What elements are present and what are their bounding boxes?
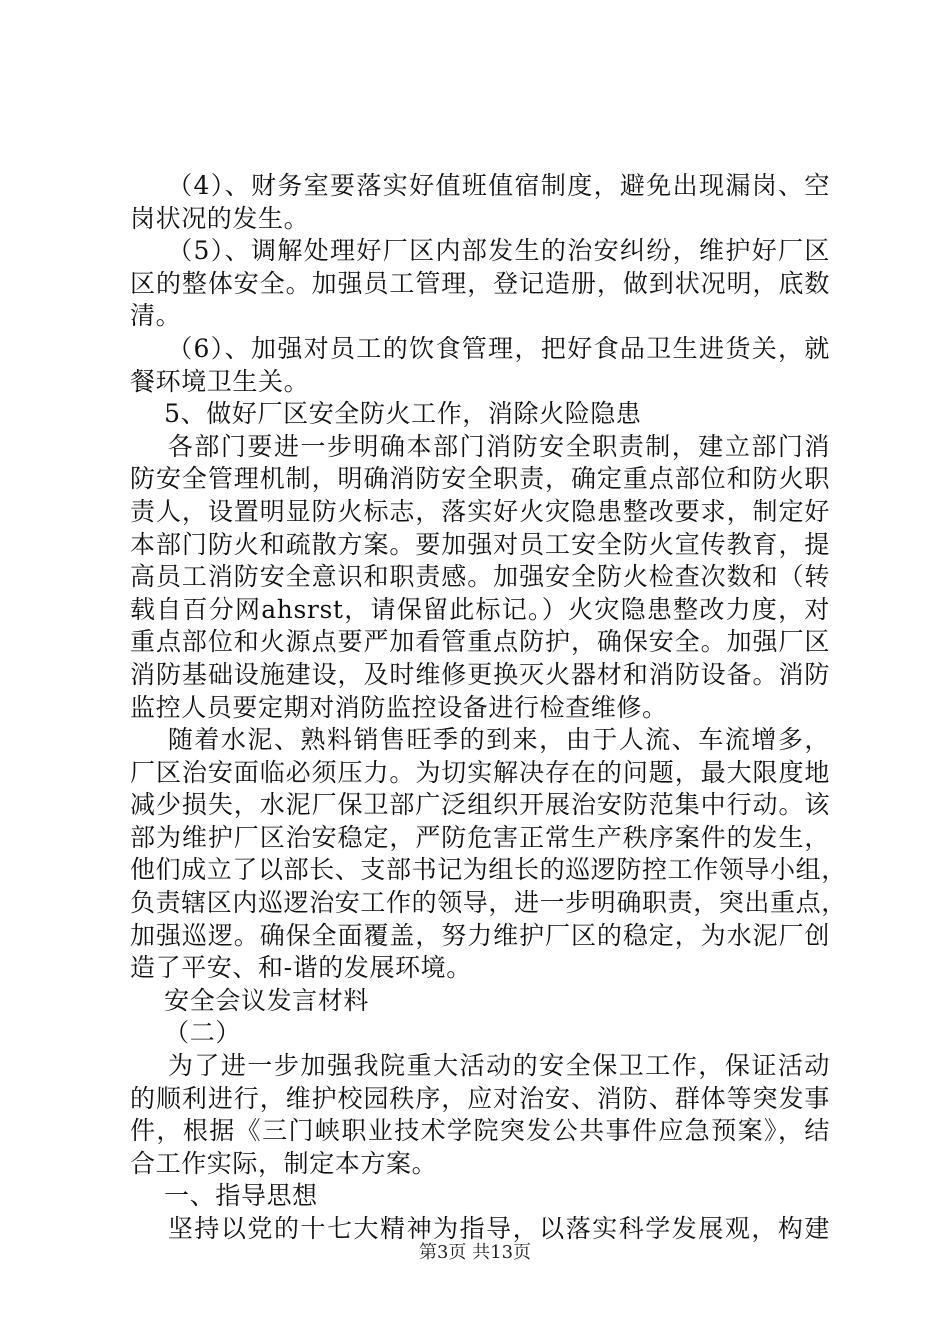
text-line: 为了进一步加强我院重大活动的安全保卫工作，保证活动 — [130, 1051, 830, 1081]
text-line: 重点部位和火源点要严加看管重点防护，确保安全。加强厂区 — [130, 627, 830, 657]
text-line: 消防基础设施建设，及时维修更换灭火器材和消防设备。消防 — [130, 659, 830, 689]
text-line: 5、做好厂区安全防火工作，消除火险隐患 — [130, 399, 642, 429]
text-line: 一、指导思想 — [130, 1181, 318, 1211]
text-line: 坚持以党的十七大精神为指导，以落实科学发展观，构建 — [130, 1214, 830, 1243]
text-line: 区的整体安全。加强员工管理，登记造册，做到状况明，底数 — [130, 268, 830, 298]
text-line: （二） — [130, 1018, 241, 1048]
text-line: 餐环境卫生关。 — [130, 366, 310, 396]
document-body — [130, 170, 847, 1246]
text-line: 厂区治安面临必须压力。为切实解决存在的问题，最大限度地 — [130, 757, 830, 787]
text-line: 减少损失，水泥厂保卫部广泛组织开展治安防范集中行动。该 — [130, 790, 830, 820]
text-line: 监控人员要定期对消防监控设备进行检查维修。 — [130, 692, 668, 722]
text-line: 随着水泥、熟料销售旺季的到来，由于人流、车流增多， — [130, 725, 830, 755]
text-line: 安全会议发言材料 — [130, 985, 369, 1015]
text-line: 合工作实际，制定本方案。 — [130, 1148, 438, 1178]
text-line: 负责辖区内巡逻治安工作的领导，进一步明确职责，突出重点， — [130, 888, 847, 918]
text-line: 本部门防火和疏散方案。要加强对员工安全防火宣传教育，提 — [130, 529, 830, 559]
text-line: 各部门要进一步明确本部门消防安全职责制，建立部门消 — [130, 431, 830, 461]
page-footer: 第3页 共13页 — [418, 1242, 532, 1263]
text-line: 防安全管理机制，明确消防安全职责，确定重点部位和防火职 — [130, 464, 830, 494]
text-line: 岗状况的发生。 — [130, 203, 310, 233]
text-line: 造了平安、和-谐的发展环境。 — [130, 953, 472, 983]
text-line: （4）、财务室要落实好值班值宿制度，避免出现漏岗、空 — [130, 171, 830, 200]
text-line: 载自百分网ahsrst，请保留此标记。）火灾隐患整改力度，对 — [130, 594, 830, 624]
text-line: 件，根据《三门峡职业技术学院突发公共事件应急预案》，结 — [130, 1116, 830, 1146]
text-line: 的顺利进行，维护校园秩序，应对治安、消防、群体等突发事 — [130, 1083, 830, 1113]
text-line: 高员工消防安全意识和职责感。加强安全防火检查次数和（转 — [130, 562, 830, 592]
text-line: 他们成立了以部长、支部书记为组长的巡逻防控工作领导小组， — [130, 855, 847, 885]
text-line: 加强巡逻。确保全面覆盖，努力维护厂区的稳定，为水泥厂创 — [130, 920, 830, 950]
text-line: 清。 — [130, 301, 182, 331]
text-line: （6）、加强对员工的饮食管理，把好食品卫生进货关，就 — [130, 333, 830, 363]
text-line: （5）、调解处理好厂区内部发生的治安纠纷，维护好厂区 — [130, 236, 830, 266]
text-line: 责人，设置明显防火标志，落实好火灾隐患整改要求，制定好 — [130, 496, 830, 526]
text-line: 部为维护厂区治安稳定，严防危害正常生产秩序案件的发生， — [130, 822, 830, 852]
